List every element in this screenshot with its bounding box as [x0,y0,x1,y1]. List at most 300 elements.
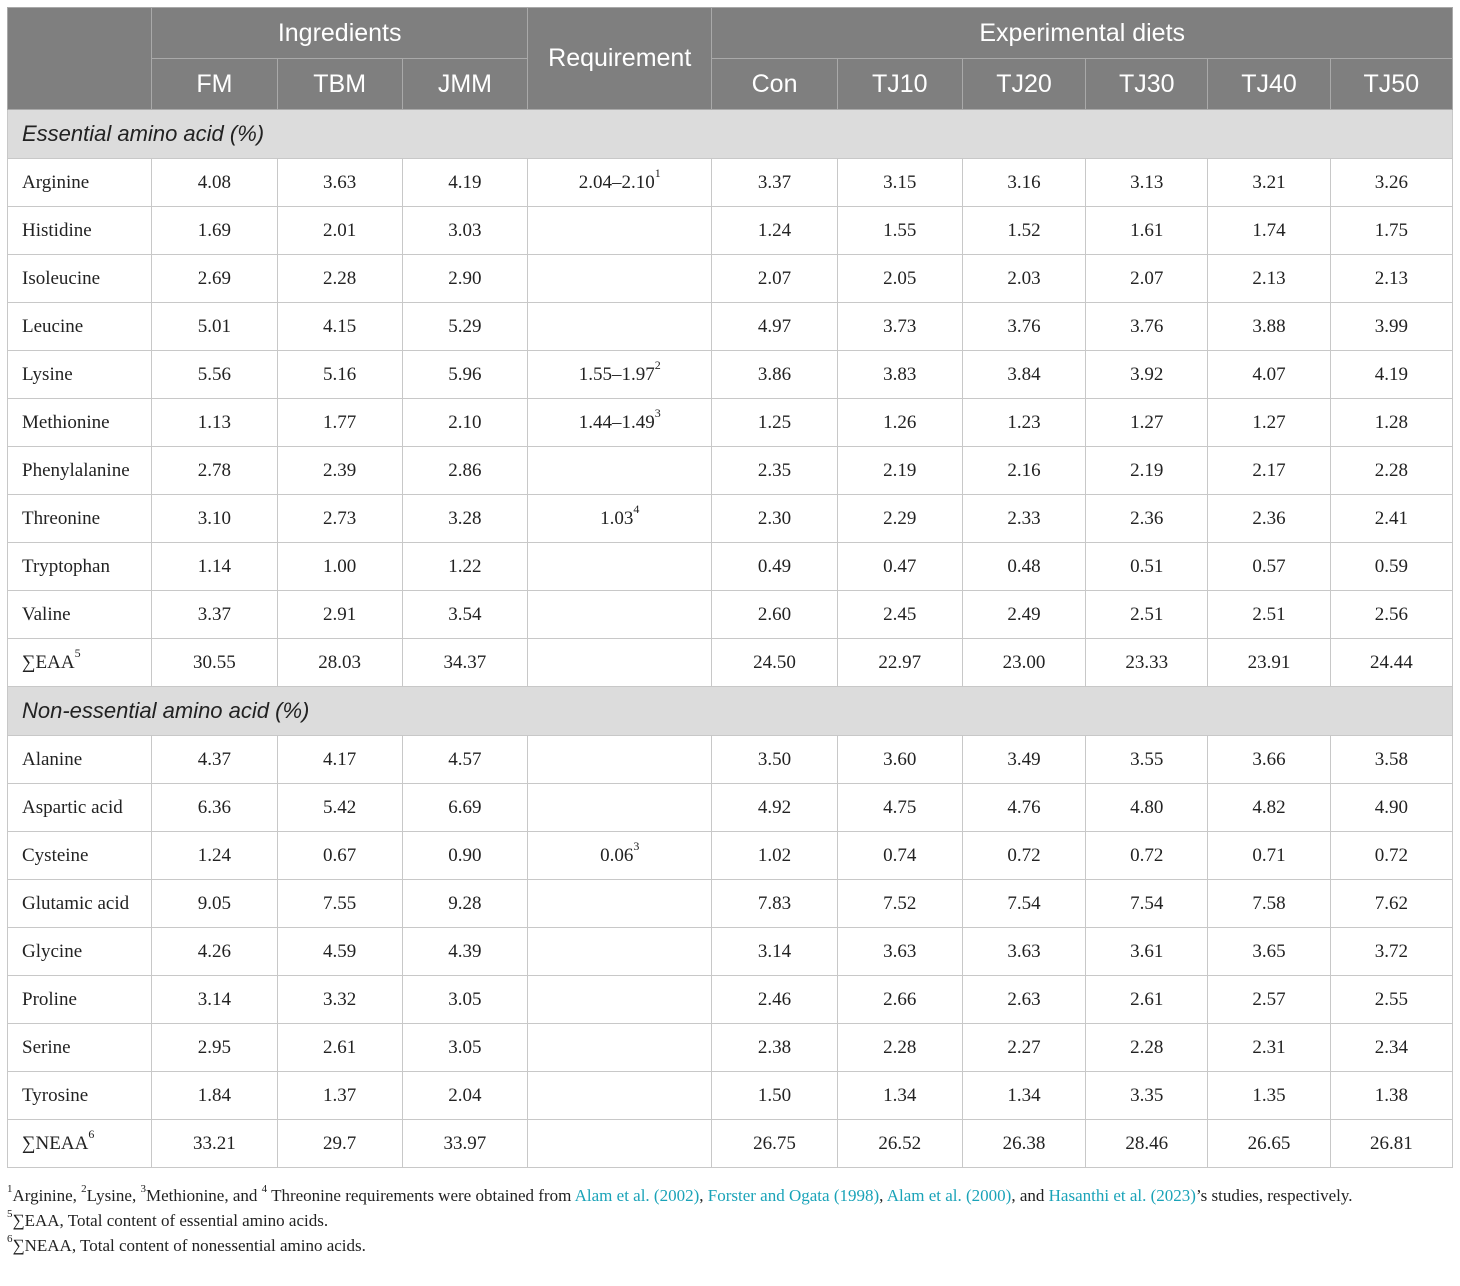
cell-tbm: 1.37 [277,1072,402,1120]
cell-tbm: 2.01 [277,207,402,255]
cell-tj20: 3.49 [962,736,1085,784]
cell-fm: 9.05 [152,880,277,928]
cell-con: 2.60 [712,591,837,639]
cell-tj50: 24.44 [1330,639,1452,687]
section-title: Non-essential amino acid (%) [8,687,1453,736]
amino-acid-name: ∑NEAA [22,1132,89,1154]
column-header-tbm: TBM [277,59,402,110]
cell-tj10: 7.52 [837,880,962,928]
cell-fm: 33.21 [152,1120,277,1168]
cell-fm: 1.24 [152,832,277,880]
cell-tbm: 0.67 [277,832,402,880]
cell-requirement [528,1024,712,1072]
cell-con: 2.38 [712,1024,837,1072]
cell-tj40: 4.82 [1208,784,1330,832]
amino-acid-name: Arginine [22,171,90,193]
cell-tj50: 26.81 [1330,1120,1452,1168]
cell-requirement [528,399,712,447]
cell-requirement [528,784,712,832]
cell-tj10: 1.34 [837,1072,962,1120]
cell-jmm: 2.10 [402,399,527,447]
cell-tj50: 2.56 [1330,591,1452,639]
cell-requirement [528,207,712,255]
cell-tj30: 3.55 [1086,736,1208,784]
footnote-text: , and [1011,1186,1049,1205]
section-row [8,110,1453,159]
cell-tj30: 3.13 [1086,159,1208,207]
cell-con: 3.50 [712,736,837,784]
cell-tj50: 0.59 [1330,543,1452,591]
cell-tj40: 2.36 [1208,495,1330,543]
cell-jmm: 3.54 [402,591,527,639]
amino-acid-name: Leucine [22,315,84,337]
cell-tj50: 1.38 [1330,1072,1452,1120]
cell-requirement [528,447,712,495]
cell-fm: 30.55 [152,639,277,687]
cell-tbm: 29.7 [277,1120,402,1168]
amino-acid-name-cell [8,976,152,1024]
table-row [8,351,1453,399]
footnote-marker: 3 [654,406,661,421]
cell-fm: 1.13 [152,399,277,447]
cell-tj30: 23.33 [1086,639,1208,687]
cell-tj10: 22.97 [837,639,962,687]
cell-tj20: 2.16 [962,447,1085,495]
amino-acid-name: Glutamic acid [22,892,130,914]
cell-tj40: 2.57 [1208,976,1330,1024]
cell-tj20: 0.72 [962,832,1085,880]
table-header [8,8,1453,110]
amino-acid-name-cell [8,207,152,255]
cell-fm: 2.78 [152,447,277,495]
cell-tj30: 1.61 [1086,207,1208,255]
cell-tj50: 4.19 [1330,351,1452,399]
cell-tj30: 3.35 [1086,1072,1208,1120]
table-row [8,1072,1453,1120]
cell-tj30: 0.72 [1086,832,1208,880]
cell-tj50: 7.62 [1330,880,1452,928]
table-row [8,447,1453,495]
amino-acid-name-cell [8,255,152,303]
table-row [8,1024,1453,1072]
column-header-tj10: TJ10 [837,59,962,110]
amino-acid-name: Cysteine [22,844,89,866]
amino-acid-name-cell [8,447,152,495]
table-row [8,207,1453,255]
cell-tbm: 1.00 [277,543,402,591]
cell-tj40: 0.71 [1208,832,1330,880]
cell-requirement [528,159,712,207]
table-row [8,591,1453,639]
header-experimental-diets: Experimental diets [712,8,1453,59]
cell-tj40: 7.58 [1208,880,1330,928]
footnote-marker: 5 [74,646,81,661]
amino-acid-name: Alanine [22,748,83,770]
cell-tj10: 3.73 [837,303,962,351]
amino-acid-name: ∑EAA [22,651,75,673]
cell-tj40: 2.31 [1208,1024,1330,1072]
amino-acid-name: Serine [22,1036,71,1058]
cell-tj30: 2.51 [1086,591,1208,639]
cell-tbm: 2.73 [277,495,402,543]
table-row [8,399,1453,447]
cell-fm: 4.08 [152,159,277,207]
column-header-con: Con [712,59,837,110]
cell-tj10: 0.74 [837,832,962,880]
cell-tj30: 2.61 [1086,976,1208,1024]
cell-tj50: 1.28 [1330,399,1452,447]
cell-jmm: 33.97 [402,1120,527,1168]
section-title: Essential amino acid (%) [8,110,1453,159]
cell-jmm: 5.96 [402,351,527,399]
cell-fm: 3.10 [152,495,277,543]
amino-acid-name-cell [8,784,152,832]
cell-requirement [528,639,712,687]
cell-tj50: 2.34 [1330,1024,1452,1072]
footnote-marker: 2 [654,358,661,373]
cell-tj30: 3.76 [1086,303,1208,351]
footnote-marker: 2 [81,1183,87,1196]
cell-tj30: 4.80 [1086,784,1208,832]
cell-tj10: 0.47 [837,543,962,591]
footnote-text: Threonine requirements were obtained from [267,1186,575,1205]
cell-jmm: 2.04 [402,1072,527,1120]
table-row [8,495,1453,543]
cell-tbm: 4.15 [277,303,402,351]
cell-tj40: 3.65 [1208,928,1330,976]
cell-tj10: 1.55 [837,207,962,255]
cell-tj30: 2.07 [1086,255,1208,303]
footnote-marker: 1 [7,1183,13,1196]
amino-acid-name-cell [8,928,152,976]
amino-acid-name: Lysine [22,363,73,385]
cell-tbm: 4.59 [277,928,402,976]
cell-requirement [528,832,712,880]
table-row [8,976,1453,1024]
cell-requirement [528,303,712,351]
requirement-value: 1.44–1.49 [578,411,655,433]
cell-tj10: 1.26 [837,399,962,447]
cell-jmm: 34.37 [402,639,527,687]
cell-fm: 3.14 [152,976,277,1024]
table-row [8,303,1453,351]
cell-tj40: 3.88 [1208,303,1330,351]
cell-tj20: 2.49 [962,591,1085,639]
cell-con: 2.35 [712,447,837,495]
cell-con: 4.97 [712,303,837,351]
table-footnotes [7,1183,1453,1258]
cell-con: 2.07 [712,255,837,303]
cell-fm: 1.69 [152,207,277,255]
cell-tj10: 3.63 [837,928,962,976]
cell-con: 3.86 [712,351,837,399]
cell-tj20: 3.76 [962,303,1085,351]
cell-tbm: 28.03 [277,639,402,687]
column-header-jmm: JMM [402,59,527,110]
amino-acid-name: Tyrosine [22,1084,89,1106]
cell-fm: 5.01 [152,303,277,351]
amino-acid-name: Isoleucine [22,267,101,289]
cell-tbm: 2.61 [277,1024,402,1072]
table-row [8,736,1453,784]
citation-link[interactable]: Alam et al. (2002) [574,1186,700,1205]
cell-tj10: 2.29 [837,495,962,543]
column-header-tj50: TJ50 [1330,59,1452,110]
cell-requirement [528,255,712,303]
cell-jmm: 4.39 [402,928,527,976]
cell-con: 26.75 [712,1120,837,1168]
cell-jmm: 3.03 [402,207,527,255]
cell-tbm: 5.16 [277,351,402,399]
cell-con: 1.25 [712,399,837,447]
cell-tj20: 3.84 [962,351,1085,399]
footnote-neaa [7,1233,1453,1258]
cell-tj50: 1.75 [1330,207,1452,255]
cell-tj40: 1.35 [1208,1072,1330,1120]
amino-acid-name: Threonine [22,507,101,529]
cell-fm: 5.56 [152,351,277,399]
amino-acid-name-cell [8,736,152,784]
cell-jmm: 3.05 [402,976,527,1024]
cell-tj20: 0.48 [962,543,1085,591]
footnote-marker: 4 [261,1183,268,1196]
amino-acid-name-cell [8,1072,152,1120]
cell-tbm: 1.77 [277,399,402,447]
cell-tbm: 2.28 [277,255,402,303]
cell-tj20: 7.54 [962,880,1085,928]
cell-fm: 6.36 [152,784,277,832]
amino-acid-name-cell [8,159,152,207]
cell-tbm: 3.32 [277,976,402,1024]
cell-tbm: 7.55 [277,880,402,928]
cell-tj40: 4.07 [1208,351,1330,399]
footnote-text: Arginine, [12,1186,82,1205]
footnote-marker: 6 [88,1127,95,1142]
footnote-text: , [699,1186,708,1205]
amino-acid-name-cell [8,880,152,928]
amino-acid-name-cell [8,639,152,687]
table-row [8,784,1453,832]
footnote-marker: 3 [140,1183,146,1196]
amino-acid-name-cell [8,495,152,543]
amino-acid-name-cell [8,303,152,351]
cell-tj10: 4.75 [837,784,962,832]
column-header-fm: FM [152,59,277,110]
cell-tj20: 26.38 [962,1120,1085,1168]
amino-acid-name-cell [8,351,152,399]
cell-tj20: 1.52 [962,207,1085,255]
section-row [8,687,1453,736]
cell-tj30: 0.51 [1086,543,1208,591]
cell-tj20: 1.34 [962,1072,1085,1120]
cell-jmm: 1.22 [402,543,527,591]
cell-requirement [528,976,712,1024]
footnote-marker: 1 [654,166,661,181]
requirement-value: 1.55–1.97 [578,363,655,385]
cell-tj40: 0.57 [1208,543,1330,591]
footnote-text: ’s studies, respectively. [1195,1186,1353,1205]
footnote-text: ∑EAA, Total content of essential amino acids. [12,1211,329,1230]
requirement-value: 2.04–2.10 [578,171,655,193]
cell-fm: 1.84 [152,1072,277,1120]
cell-requirement [528,351,712,399]
citation-link[interactable]: Forster and Ogata (1998) [707,1186,880,1205]
cell-jmm: 3.28 [402,495,527,543]
cell-tj10: 2.28 [837,1024,962,1072]
footnote-text: Lysine, [86,1186,141,1205]
header-ingredients: Ingredients [152,8,528,59]
cell-tj20: 1.23 [962,399,1085,447]
cell-tj20: 3.16 [962,159,1085,207]
cell-tj10: 3.15 [837,159,962,207]
table-row [8,832,1453,880]
cell-tj20: 2.27 [962,1024,1085,1072]
cell-jmm: 4.57 [402,736,527,784]
table-row [8,543,1453,591]
amino-acid-name-cell [8,399,152,447]
cell-jmm: 4.19 [402,159,527,207]
cell-tj20: 2.63 [962,976,1085,1024]
cell-tj20: 4.76 [962,784,1085,832]
cell-con: 1.02 [712,832,837,880]
cell-jmm: 6.69 [402,784,527,832]
cell-con: 1.24 [712,207,837,255]
cell-requirement [528,928,712,976]
cell-tj30: 7.54 [1086,880,1208,928]
amino-acid-name: Valine [22,603,71,625]
amino-acid-name: Aspartic acid [22,796,123,818]
footnote-text: , [879,1186,887,1205]
table-body [8,110,1453,1168]
footnote-text: ∑NEAA, Total content of nonessential amino acids. [12,1236,366,1255]
cell-requirement [528,736,712,784]
cell-jmm: 9.28 [402,880,527,928]
cell-tj30: 1.27 [1086,399,1208,447]
footnote-requirements [7,1183,1453,1208]
cell-tj20: 3.63 [962,928,1085,976]
footnote-marker: 4 [633,502,640,517]
amino-acid-name: Histidine [22,219,92,241]
cell-tj10: 2.19 [837,447,962,495]
cell-con: 7.83 [712,880,837,928]
citation-link[interactable]: Alam et al. (2000) [886,1186,1012,1205]
cell-tj30: 3.92 [1086,351,1208,399]
requirement-value: 1.03 [600,507,634,529]
requirement-value: 0.06 [600,844,634,866]
cell-tj30: 2.36 [1086,495,1208,543]
cell-tj40: 26.65 [1208,1120,1330,1168]
cell-con: 1.50 [712,1072,837,1120]
cell-requirement [528,1072,712,1120]
cell-con: 3.14 [712,928,837,976]
cell-con: 2.46 [712,976,837,1024]
cell-tj30: 28.46 [1086,1120,1208,1168]
table-container [7,7,1453,1168]
cell-con: 4.92 [712,784,837,832]
cell-jmm: 3.05 [402,1024,527,1072]
footnote-text: Methionine, and [145,1186,262,1205]
cell-jmm: 5.29 [402,303,527,351]
amino-acid-name-cell [8,1120,152,1168]
table-row [8,928,1453,976]
cell-tj10: 26.52 [837,1120,962,1168]
amino-acid-table [7,7,1453,1168]
cell-tj20: 2.03 [962,255,1085,303]
cell-tj50: 3.58 [1330,736,1452,784]
footnote-marker: 3 [633,839,640,854]
cell-tj30: 3.61 [1086,928,1208,976]
cell-tj20: 2.33 [962,495,1085,543]
amino-acid-name: Tryptophan [22,555,110,577]
table-row [8,255,1453,303]
cell-tj30: 2.28 [1086,1024,1208,1072]
footnote-marker: 5 [7,1208,13,1221]
cell-tbm: 2.91 [277,591,402,639]
amino-acid-name: Phenylalanine [22,459,130,481]
citation-link[interactable]: Hasanthi et al. (2023) [1048,1186,1196,1205]
cell-tj40: 23.91 [1208,639,1330,687]
cell-requirement [528,495,712,543]
cell-con: 24.50 [712,639,837,687]
amino-acid-name: Proline [22,988,77,1010]
column-header-tj40: TJ40 [1208,59,1330,110]
cell-tj50: 0.72 [1330,832,1452,880]
cell-tj40: 3.21 [1208,159,1330,207]
amino-acid-name-cell [8,543,152,591]
cell-tj50: 2.28 [1330,447,1452,495]
cell-fm: 4.26 [152,928,277,976]
header-blank-cell [8,8,152,110]
table-row [8,639,1453,687]
cell-tbm: 4.17 [277,736,402,784]
cell-tbm: 5.42 [277,784,402,832]
column-header-tj20: TJ20 [962,59,1085,110]
cell-tj40: 1.74 [1208,207,1330,255]
cell-tj50: 2.41 [1330,495,1452,543]
header-requirement: Requirement [528,8,712,110]
column-header-tj30: TJ30 [1086,59,1208,110]
cell-requirement [528,1120,712,1168]
cell-tj10: 2.45 [837,591,962,639]
cell-tj10: 3.83 [837,351,962,399]
cell-fm: 1.14 [152,543,277,591]
cell-tj50: 2.13 [1330,255,1452,303]
table-row [8,159,1453,207]
cell-tbm: 3.63 [277,159,402,207]
cell-fm: 4.37 [152,736,277,784]
cell-tj50: 3.99 [1330,303,1452,351]
cell-jmm: 2.90 [402,255,527,303]
cell-con: 0.49 [712,543,837,591]
cell-fm: 3.37 [152,591,277,639]
cell-tj30: 2.19 [1086,447,1208,495]
cell-tj50: 3.26 [1330,159,1452,207]
cell-tj40: 2.51 [1208,591,1330,639]
cell-tj10: 3.60 [837,736,962,784]
cell-tj10: 2.05 [837,255,962,303]
cell-con: 3.37 [712,159,837,207]
cell-tj50: 3.72 [1330,928,1452,976]
amino-acid-name-cell [8,1024,152,1072]
cell-jmm: 0.90 [402,832,527,880]
cell-fm: 2.95 [152,1024,277,1072]
cell-jmm: 2.86 [402,447,527,495]
cell-requirement [528,543,712,591]
cell-tj20: 23.00 [962,639,1085,687]
cell-tj50: 2.55 [1330,976,1452,1024]
cell-tj10: 2.66 [837,976,962,1024]
table-row [8,1120,1453,1168]
